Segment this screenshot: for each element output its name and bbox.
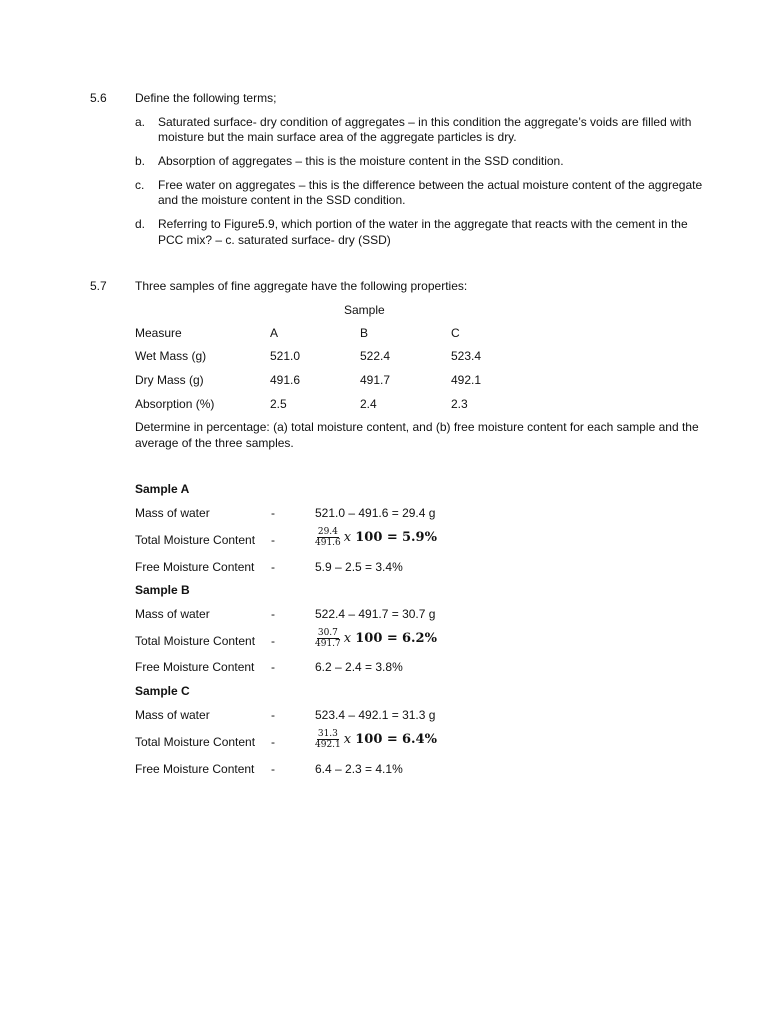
fraction xyxy=(314,628,342,649)
table-cell: 2.3 xyxy=(451,397,468,411)
mass-label: Mass of water xyxy=(135,607,210,621)
question-number: 5.7 xyxy=(90,279,107,293)
item-text-line1: Saturated surface- dry condition of aggregates – in this condition the aggregate’s voids are filled with xyxy=(158,115,692,129)
dash: - xyxy=(271,708,275,722)
dash: - xyxy=(271,660,275,674)
formula-result: 6.4% xyxy=(401,732,437,747)
item-letter: b. xyxy=(135,154,146,168)
item-text-line2: and the moisture content in the SSD condition. xyxy=(158,193,406,207)
dash: - xyxy=(271,533,275,547)
item-letter: d. xyxy=(135,217,146,231)
item-letter: c. xyxy=(135,178,145,192)
mass-value: 522.4 – 491.7 = 30.7 g xyxy=(315,607,436,621)
sample-heading: Sample C xyxy=(135,684,190,698)
total-moisture-label: Total Moisture Content xyxy=(135,634,256,648)
table-header-cell: A xyxy=(270,326,279,340)
table-cell: 2.4 xyxy=(360,397,377,411)
table-cell: Dry Mass (g) xyxy=(135,373,204,387)
formula-multiplier: 100 = xyxy=(355,631,398,646)
total-moisture-label: Total Moisture Content xyxy=(135,735,256,749)
table-group-header: Sample xyxy=(344,303,385,317)
item-letter: a. xyxy=(135,115,146,129)
formula-rest xyxy=(344,530,437,545)
formula-rest xyxy=(344,631,437,646)
sample-heading: Sample B xyxy=(135,583,190,597)
table-header-cell: Measure xyxy=(135,326,182,340)
table-cell: 491.6 xyxy=(270,373,301,387)
times-symbol: x xyxy=(343,732,352,747)
formula-multiplier: 100 = xyxy=(355,530,398,545)
total-moisture-formula xyxy=(314,729,437,750)
numerator: 30.7 xyxy=(317,628,338,638)
free-moisture-label: Free Moisture Content xyxy=(135,660,255,674)
dash: - xyxy=(271,506,275,520)
free-moisture-value: 6.4 – 2.3 = 4.1% xyxy=(315,762,403,776)
formula-result: 6.2% xyxy=(401,631,437,646)
mass-value: 523.4 – 492.1 = 31.3 g xyxy=(315,708,436,722)
item-text-line1: Referring to Figure5.9, which portion of the water in the aggregate that reacts with the cement in the xyxy=(158,217,688,231)
dash: - xyxy=(271,607,275,621)
denominator: 491.7 xyxy=(315,639,341,649)
dash: - xyxy=(271,762,275,776)
dash: - xyxy=(271,560,275,574)
formula-rest xyxy=(344,732,437,747)
table-header-cell: C xyxy=(451,326,460,340)
item-text-line1: Free water on aggregates – this is the difference between the actual moisture content of the aggregate xyxy=(158,178,703,192)
mass-value: 521.0 – 491.6 = 29.4 g xyxy=(315,506,436,520)
fraction xyxy=(314,729,342,750)
times-symbol: x xyxy=(343,530,352,545)
fraction xyxy=(314,527,342,548)
table-cell: 2.5 xyxy=(270,397,287,411)
table-cell: Absorption (%) xyxy=(135,397,215,411)
total-moisture-formula xyxy=(314,628,437,649)
sample-heading: Sample A xyxy=(135,482,190,496)
total-moisture-formula xyxy=(314,527,437,548)
table-cell: Wet Mass (g) xyxy=(135,349,207,363)
item-text-line1: Absorption of aggregates – this is the moisture content in the SSD condition. xyxy=(158,154,564,168)
denominator: 492.1 xyxy=(315,740,341,750)
question-title: Three samples of fine aggregate have the following properties: xyxy=(135,279,468,293)
formula-result: 5.9% xyxy=(401,530,437,545)
question-text-line2: average of the three samples. xyxy=(135,436,294,450)
free-moisture-value: 5.9 – 2.5 = 3.4% xyxy=(315,560,403,574)
item-text-line2: moisture but the main surface area of the aggregate particles is dry. xyxy=(158,130,517,144)
dash: - xyxy=(271,735,275,749)
table-cell: 491.7 xyxy=(360,373,391,387)
times-symbol: x xyxy=(343,631,352,646)
denominator: 491.6 xyxy=(315,538,341,548)
total-moisture-label: Total Moisture Content xyxy=(135,533,256,547)
formula-multiplier: 100 = xyxy=(355,732,398,747)
question-number: 5.6 xyxy=(90,91,107,105)
numerator: 29.4 xyxy=(317,527,338,537)
table-cell: 492.1 xyxy=(451,373,482,387)
table-cell: 523.4 xyxy=(451,349,482,363)
table-cell: 522.4 xyxy=(360,349,391,363)
item-text-line2: PCC mix? – c. saturated surface- dry (SSD) xyxy=(158,233,391,247)
numerator: 31.3 xyxy=(317,729,338,739)
free-moisture-label: Free Moisture Content xyxy=(135,560,255,574)
table-header-cell: B xyxy=(360,326,369,340)
free-moisture-label: Free Moisture Content xyxy=(135,762,255,776)
dash: - xyxy=(271,634,275,648)
question-title: Define the following terms; xyxy=(135,91,277,105)
mass-label: Mass of water xyxy=(135,708,210,722)
free-moisture-value: 6.2 – 2.4 = 3.8% xyxy=(315,660,403,674)
mass-label: Mass of water xyxy=(135,506,210,520)
question-text-line1: Determine in percentage: (a) total moisture content, and (b) free moisture content for each sample and the xyxy=(135,420,699,434)
table-cell: 521.0 xyxy=(270,349,301,363)
